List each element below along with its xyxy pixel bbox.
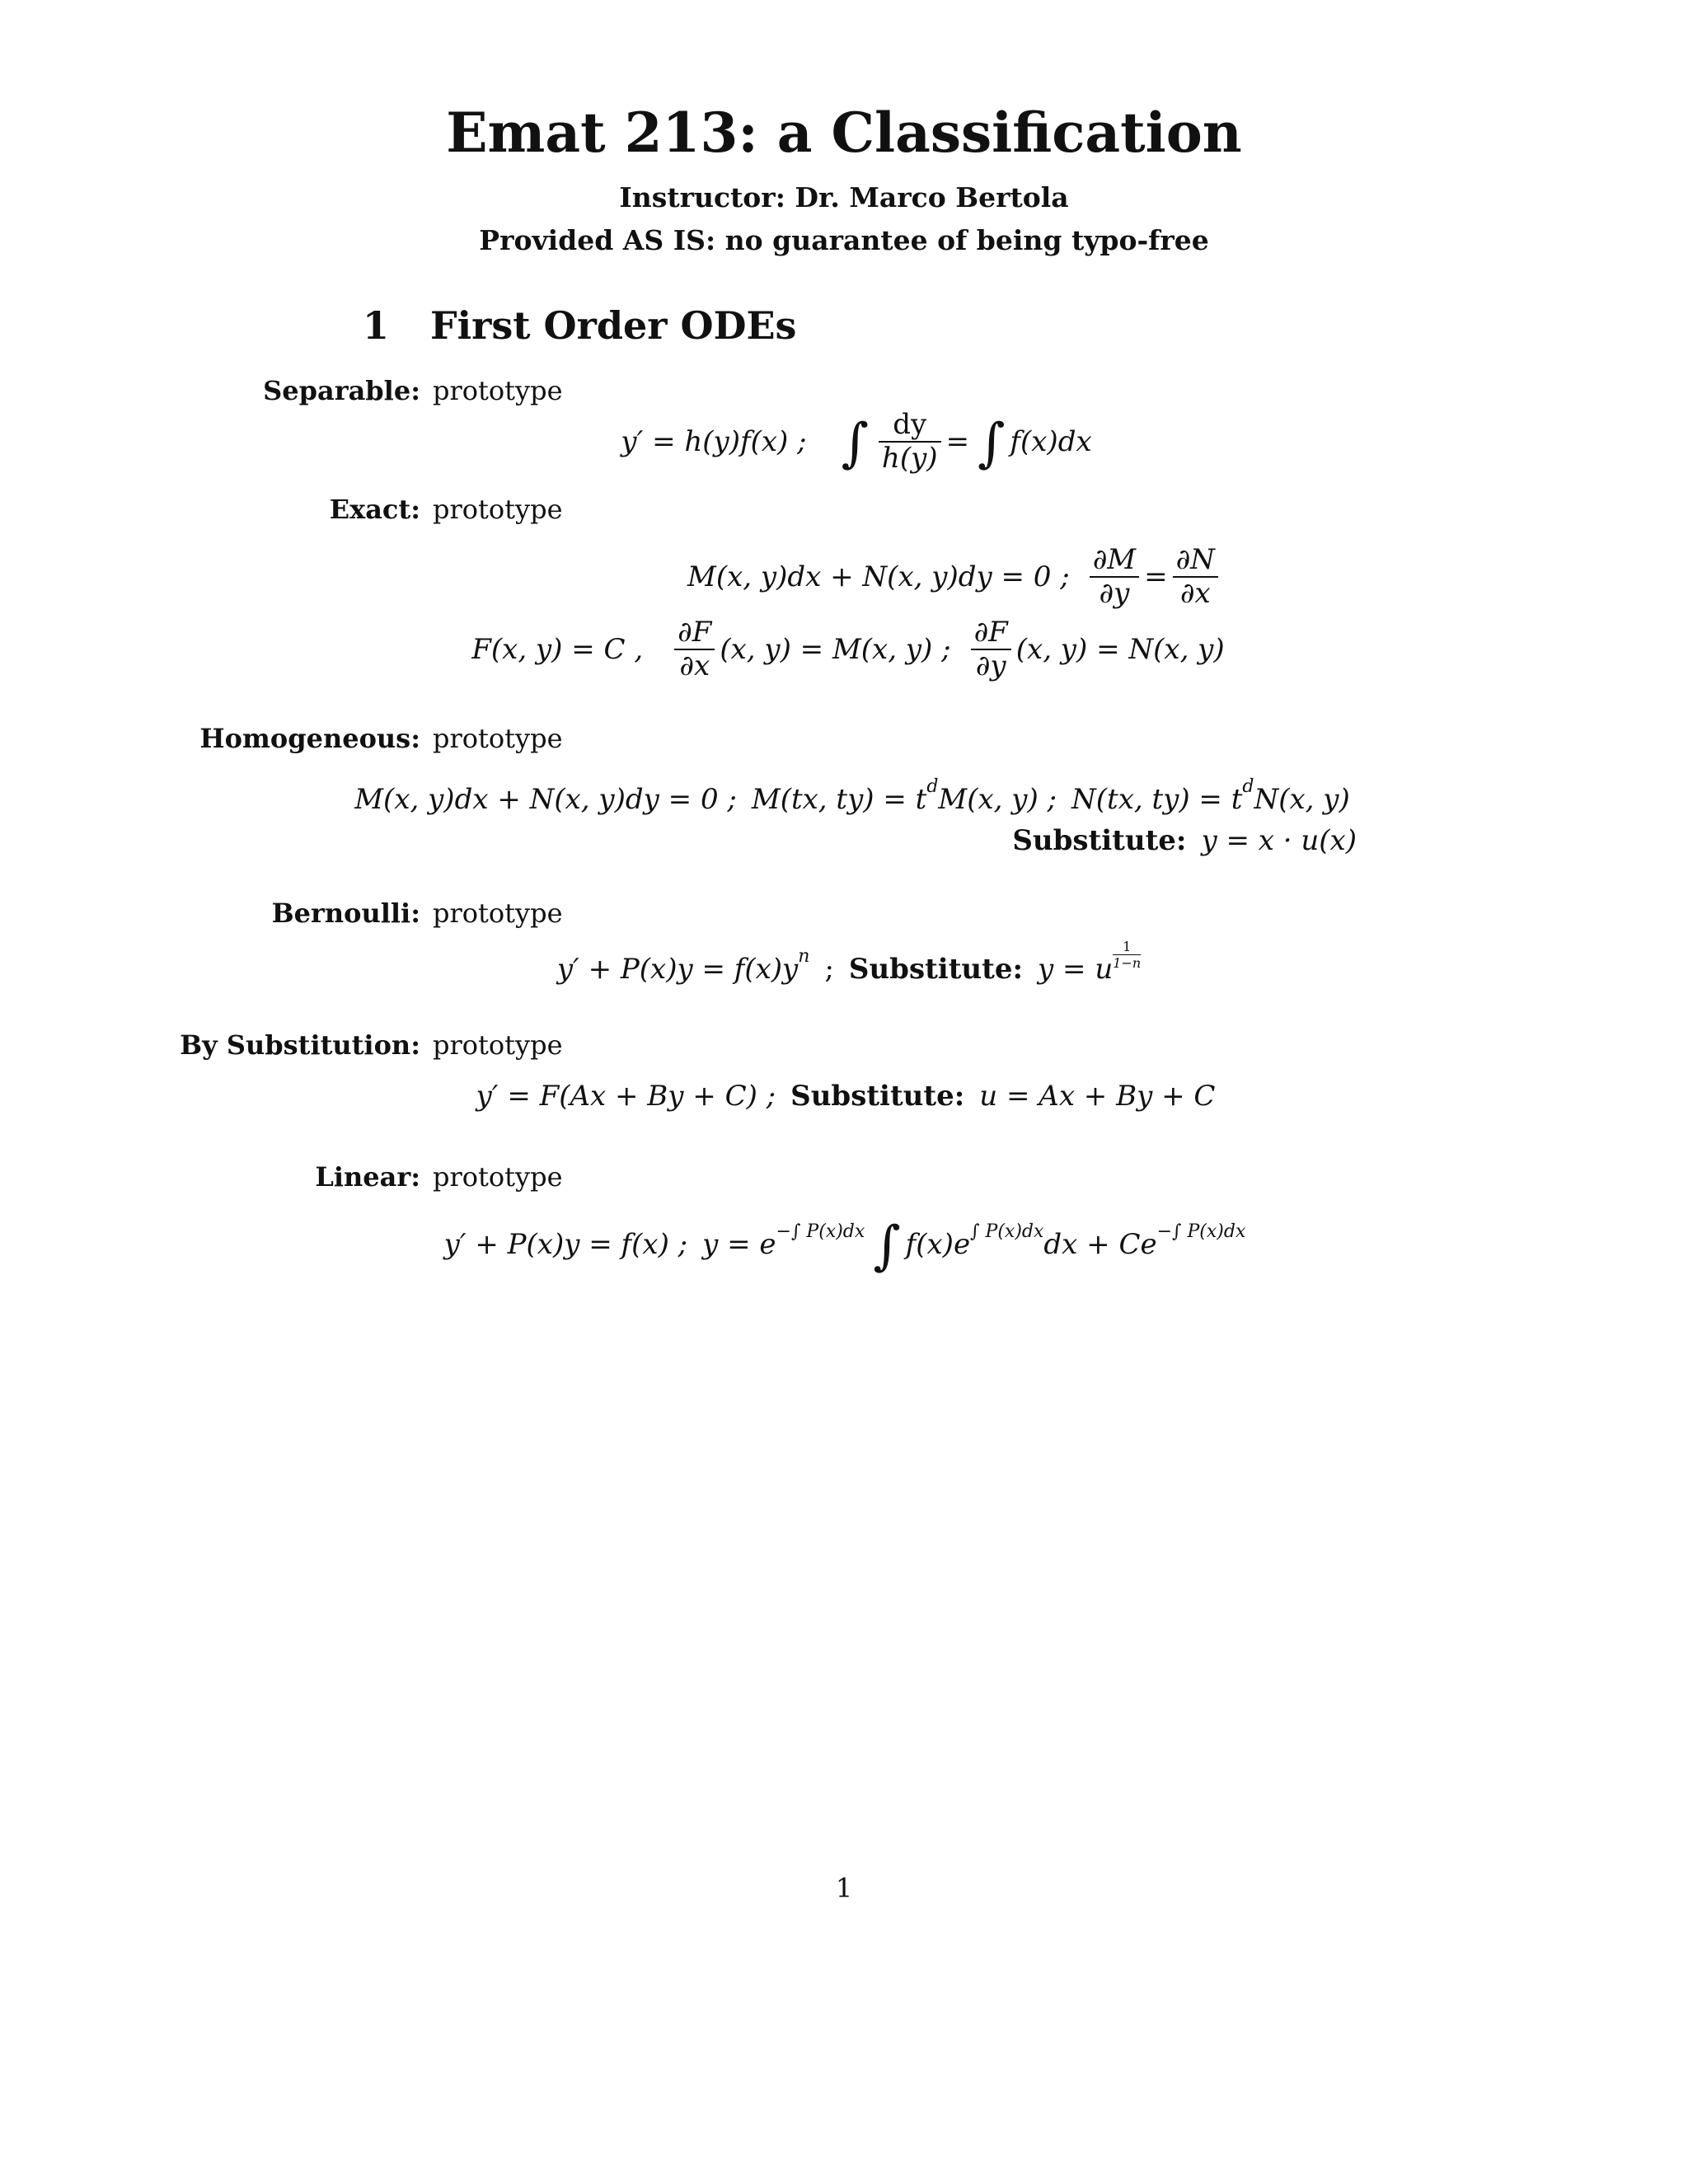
equals-sign: = <box>945 425 970 459</box>
fraction: $\frac{dy}{h(y)}$ <box>879 409 941 475</box>
term-bernoulli: Bernoulli: <box>271 898 420 929</box>
substitute-label: Substitute: <box>790 1080 965 1113</box>
linear-equation: y′ + P(x)y = f(x) ; y = e −∫ P(x)dx ∫ f(x)e ∫ P(x)dx dx + Ce −∫ P(x)dx <box>443 1216 1246 1277</box>
section-title: First Order ODEs <box>430 303 797 348</box>
term-separable: Separable: <box>263 375 420 406</box>
prototype-label: prototype <box>433 1029 563 1061</box>
eq-lhs: y′ = h(y)f(x) ; <box>621 425 807 459</box>
homogeneous-equation: M(x, y)dx + N(x, y)dy = 0 ; M(tx, ty) = t d M(x, y) ; N(tx, ty) = t d N(x, y) <box>354 776 1350 816</box>
term-homogeneous: Homogeneous: <box>199 723 420 754</box>
prototype-label: prototype <box>433 494 563 525</box>
eq-rhs: f(x)dx <box>1010 425 1092 459</box>
prototype-label: prototype <box>433 1161 563 1193</box>
substitute-label: Substitute: <box>848 953 1024 986</box>
prototype-label: prototype <box>433 898 563 929</box>
instructor-line: Instructor: Dr. Marco Bertola <box>619 181 1069 213</box>
fraction: $\frac{\partial N}{\partial x}$ <box>1173 544 1218 610</box>
substitute-label: Substitute: <box>1012 824 1187 857</box>
disclaimer-line: Provided AS IS: no guarantee of being typo-free <box>479 224 1209 256</box>
integral-sign: ∫ <box>873 1216 901 1277</box>
substitution-equation: y′ = F(Ax + By + C) ; Substitute: u = Ax + By + C <box>476 1080 1216 1113</box>
exact-equation-2 <box>0 616 1688 682</box>
eq-lhs: M(x, y)dx + N(x, y)dy = 0 ; <box>687 560 1070 594</box>
integral-sign: ∫ <box>841 413 869 475</box>
fraction: $\frac{\partial F}{\partial x}$ <box>674 616 715 682</box>
prototype-label: prototype <box>433 723 563 754</box>
section-number: 1 <box>363 303 390 348</box>
document-title: Emat 213: a Classification <box>446 101 1242 165</box>
term-exact: Exact: <box>329 494 420 525</box>
eq-tail: (x, y) = N(x, y) <box>1015 633 1225 667</box>
integral-sign: ∫ <box>978 413 1006 475</box>
eq-mid: (x, y) = M(x, y) ; <box>720 633 951 667</box>
prototype-label: prototype <box>433 375 563 406</box>
term-by-substitution: By Substitution: <box>180 1029 420 1061</box>
equals-sign: = <box>1144 560 1168 594</box>
fraction: $\frac{\partial F}{\partial y}$ <box>971 616 1011 682</box>
page-number: 1 <box>835 1872 853 1904</box>
section-heading <box>363 303 796 348</box>
eq-lhs: F(x, y) = C , <box>471 633 644 667</box>
exponent-fraction: $\frac{1}{1-n}$ <box>1113 938 1142 971</box>
homogeneous-substitution: Substitute: y = x · u(x) <box>1012 824 1357 857</box>
fraction: $\frac{\partial M}{\partial y}$ <box>1090 544 1139 610</box>
separable-equation <box>0 409 1688 475</box>
bernoulli-equation: y′ + P(x)y = f(x)y n ; Substitute: y = u $\frac{1}{1-n}$ <box>556 938 1142 986</box>
exact-equation-1 <box>0 544 1688 610</box>
term-linear: Linear: <box>315 1161 420 1193</box>
